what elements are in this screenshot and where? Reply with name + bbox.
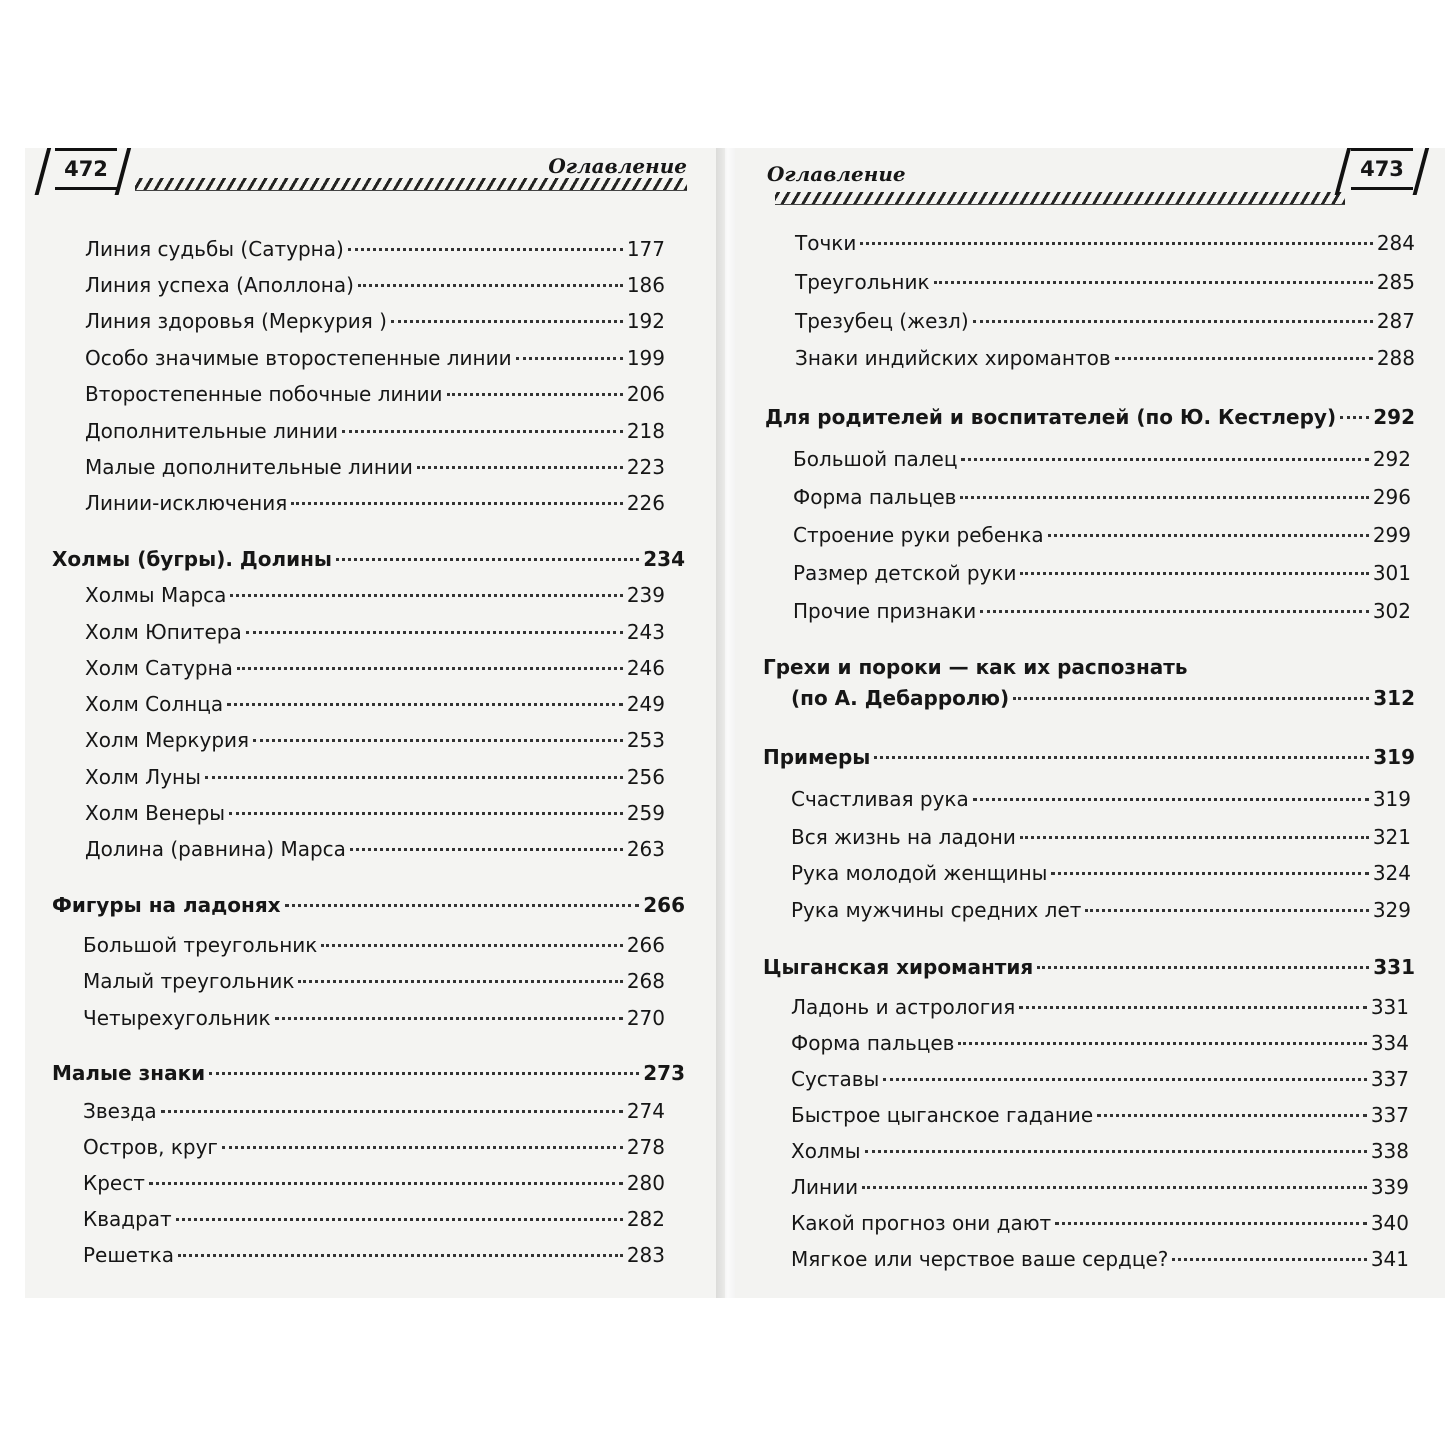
toc-entry-title: Какой прогноз они дают	[791, 1211, 1052, 1235]
toc-entry-page: 253	[626, 728, 665, 752]
dot-leader	[350, 848, 623, 851]
toc-entry-title: Дополнительные линии	[85, 419, 338, 443]
toc-entry	[52, 892, 685, 918]
toc-entry-page: 274	[626, 1099, 665, 1123]
toc-entry-title: Прочие признаки	[793, 599, 977, 623]
page-number: 472	[55, 148, 117, 190]
dot-leader	[960, 496, 1368, 499]
toc-entry-page: 226	[626, 491, 665, 515]
toc-entry-page: 302	[1372, 599, 1411, 623]
toc-entry-title: Остров, круг	[83, 1135, 218, 1159]
toc-entry-title: Строение руки ребенка	[793, 523, 1044, 547]
dot-leader	[1340, 416, 1369, 419]
toc-entry	[795, 230, 1415, 256]
dot-leader	[336, 558, 639, 561]
dot-leader	[291, 502, 623, 505]
toc-entry	[763, 744, 1415, 770]
dot-leader	[417, 466, 623, 469]
toc-entry-title: Рука мужчины средних лет	[791, 898, 1082, 922]
toc-entry-title: Большой палец	[793, 447, 958, 471]
toc-entry-title: Быстрое цыганское гадание	[791, 1103, 1094, 1127]
header-ornament	[775, 192, 1345, 205]
toc-entry	[83, 968, 665, 994]
toc-entry-title: Ладонь и астрология	[791, 995, 1016, 1019]
dot-leader	[246, 631, 623, 634]
toc-entry	[795, 269, 1415, 295]
toc-entry	[85, 800, 665, 826]
toc-entry	[52, 546, 685, 572]
dot-leader	[342, 430, 623, 433]
toc-entry	[85, 418, 665, 444]
dot-leader	[1048, 534, 1369, 537]
toc-entry-page: 282	[626, 1207, 665, 1231]
toc-entry-page: 337	[1370, 1067, 1409, 1091]
toc-entry-title: Холм Сатурна	[85, 656, 233, 680]
dot-leader	[973, 320, 1373, 323]
toc-entry-title: Для родителей и воспитателей (по Ю. Кестлеру)	[765, 405, 1337, 429]
toc-entry-page: 239	[626, 583, 665, 607]
toc-entry-title: Долина (равнина) Марса	[85, 837, 346, 861]
toc-entry-page: 234	[643, 547, 685, 571]
toc-entry-title: Малый треугольник	[83, 969, 295, 993]
toc-entry-title: Квадрат	[83, 1207, 172, 1231]
page-header	[25, 148, 725, 218]
toc-entry	[85, 655, 665, 681]
toc-entry	[793, 598, 1411, 624]
toc-entry-title: Форма пальцев	[791, 1031, 955, 1055]
toc-entry-title: Холм Меркурия	[85, 728, 250, 752]
dot-leader	[1037, 966, 1369, 969]
toc-entry-page: 192	[626, 309, 665, 333]
toc-entry-title: Примеры	[763, 745, 871, 769]
toc-entry-page: 266	[626, 933, 665, 957]
toc-entry	[791, 897, 1411, 923]
toc-entry	[791, 1174, 1409, 1200]
toc-entry-title: Линия судьбы (Сатурна)	[85, 237, 344, 261]
running-head: Оглавление	[767, 162, 906, 186]
toc-entry-page: 218	[626, 419, 665, 443]
dot-leader	[1013, 697, 1369, 700]
toc-entry-page: 287	[1376, 309, 1415, 333]
toc-entry-page: 301	[1372, 561, 1411, 585]
toc-entry-page: 263	[626, 837, 665, 861]
toc-entry	[791, 786, 1411, 812]
dot-leader	[391, 320, 623, 323]
toc-entry	[795, 345, 1415, 371]
toc-entry	[85, 619, 665, 645]
toc-entry	[85, 381, 665, 407]
toc-entry-title: Линии-исключения	[85, 491, 288, 515]
dot-leader	[222, 1146, 623, 1149]
dot-leader	[229, 812, 623, 815]
dot-leader	[161, 1110, 623, 1113]
toc-entry-page: 288	[1376, 346, 1415, 370]
dot-leader	[874, 756, 1369, 759]
toc-entry-page: 278	[626, 1135, 665, 1159]
toc-entry-title: (по А. Дебарролю)	[791, 686, 1010, 710]
dot-leader	[358, 284, 623, 287]
dot-leader	[860, 242, 1372, 245]
toc-entry-title: Вся жизнь на ладони	[791, 825, 1016, 849]
toc-entry-page: 186	[626, 273, 665, 297]
toc-entry-title: Второстепенные побочные линии	[85, 382, 443, 406]
dot-leader	[1115, 357, 1373, 360]
toc-entry	[83, 1242, 665, 1268]
toc-entry-page: 270	[626, 1006, 665, 1030]
toc-entry-title: Треугольник	[795, 270, 930, 294]
toc-entry-page: 268	[626, 969, 665, 993]
toc-entry	[791, 824, 1411, 850]
toc-entry-page: 324	[1372, 861, 1411, 885]
dot-leader	[1172, 1258, 1366, 1261]
toc-entry	[793, 484, 1411, 510]
toc-entry	[793, 446, 1411, 472]
toc-entry-title: Холм Луны	[85, 765, 201, 789]
toc-entry	[795, 308, 1415, 334]
dot-leader	[883, 1078, 1367, 1081]
toc-entry	[85, 764, 665, 790]
toc-entry	[85, 345, 665, 371]
toc-entry	[763, 954, 1415, 980]
toc-entry-page: 249	[626, 692, 665, 716]
toc-entry	[793, 560, 1411, 586]
toc-entry	[765, 404, 1415, 430]
dot-leader	[516, 357, 623, 360]
dot-leader	[298, 980, 622, 983]
toc-entry-page: 312	[1373, 686, 1415, 710]
toc-entry-title: Холм Венеры	[85, 801, 226, 825]
toc-entry	[791, 1246, 1409, 1272]
toc-entry-page: 284	[1376, 231, 1415, 255]
page-number: 473	[1351, 148, 1413, 190]
toc-entry-page: 292	[1372, 447, 1411, 471]
toc-entry	[85, 691, 665, 717]
toc-entry	[85, 582, 665, 608]
toc-entry-page: 339	[1370, 1175, 1409, 1199]
toc-entry-page: 319	[1373, 745, 1415, 769]
toc-entry	[85, 272, 665, 298]
dot-leader	[1051, 872, 1368, 875]
toc-entry-title: Крест	[83, 1171, 145, 1195]
toc-entry-title: Форма пальцев	[793, 485, 957, 509]
toc-entry-title: Холмы Марса	[85, 583, 227, 607]
toc-entry-page: 283	[626, 1243, 665, 1267]
running-head: Оглавление	[548, 154, 687, 178]
dot-leader	[862, 1186, 1367, 1189]
toc-entry	[83, 1206, 665, 1232]
dot-leader	[253, 739, 623, 742]
toc-entry	[83, 1005, 665, 1031]
toc-entry	[85, 454, 665, 480]
toc-entry	[791, 1138, 1409, 1164]
toc-entry-page: 292	[1373, 405, 1415, 429]
dot-leader	[1020, 572, 1368, 575]
toc-entry	[791, 860, 1411, 886]
dot-leader	[348, 248, 623, 251]
toc-entry-title: Счастливая рука	[791, 787, 969, 811]
toc-entry-page: 259	[626, 801, 665, 825]
dot-leader	[934, 281, 1373, 284]
toc-entry	[791, 685, 1415, 711]
toc-entry-title: Холм Юпитера	[85, 620, 242, 644]
toc-entry	[85, 490, 665, 516]
toc-entry	[791, 994, 1409, 1020]
dot-leader	[1019, 1006, 1366, 1009]
toc-entry-title: Линия здоровья (Меркурия )	[85, 309, 387, 333]
dot-leader	[1097, 1114, 1367, 1117]
toc-entry-page: 338	[1370, 1139, 1409, 1163]
toc-entry	[83, 932, 665, 958]
toc-entry	[791, 1030, 1409, 1056]
toc-entry-page: 334	[1370, 1031, 1409, 1055]
toc-entry-title: Холмы	[791, 1139, 861, 1163]
toc-entry	[793, 522, 1411, 548]
toc-entry-page: 199	[626, 346, 665, 370]
dot-leader	[1085, 909, 1368, 912]
dot-leader	[230, 594, 622, 597]
toc-entry-title: Грехи и пороки — как их распознать	[763, 655, 1188, 679]
dot-leader	[275, 1017, 623, 1020]
toc-entry-title: Точки	[795, 231, 857, 255]
dot-leader	[149, 1182, 623, 1185]
toc-entry-page: 319	[1372, 787, 1411, 811]
toc-entry-page: 177	[626, 237, 665, 261]
dot-leader	[321, 944, 622, 947]
toc-entry-page: 280	[626, 1171, 665, 1195]
toc-entry	[52, 1060, 685, 1086]
toc-entry-title: Фигуры на ладонях	[52, 893, 281, 917]
toc-entry-title: Рука молодой женщины	[791, 861, 1048, 885]
dot-leader	[865, 1150, 1367, 1153]
dot-leader	[205, 776, 623, 779]
toc-entry-page: 296	[1372, 485, 1411, 509]
toc-entry	[85, 308, 665, 334]
dot-leader	[447, 393, 623, 396]
toc-entry	[83, 1098, 665, 1124]
toc-entry-page: 285	[1376, 270, 1415, 294]
toc-entry-title: Решетка	[83, 1243, 174, 1267]
toc-entry-page: 329	[1372, 898, 1411, 922]
dot-leader	[973, 798, 1369, 801]
toc-entry-title: Холмы (бугры). Долины	[52, 547, 333, 571]
toc-entry	[85, 236, 665, 262]
header-ornament	[135, 178, 687, 191]
toc-entry-title: Малые знаки	[52, 1061, 206, 1085]
toc-entry-page: 331	[1370, 995, 1409, 1019]
toc-entry-page: 223	[626, 455, 665, 479]
dot-leader	[176, 1218, 623, 1221]
right-page	[735, 148, 1445, 1298]
toc-entry	[791, 1066, 1409, 1092]
toc-entry	[85, 727, 665, 753]
toc-entry-title: Линия успеха (Аполлона)	[85, 273, 354, 297]
toc-entry	[83, 1170, 665, 1196]
toc-entry-page: 256	[626, 765, 665, 789]
toc-entry-page: 331	[1373, 955, 1415, 979]
page-header	[735, 148, 1445, 218]
toc-entry	[85, 836, 665, 862]
dot-leader	[961, 458, 1368, 461]
toc-entry-title: Цыганская хиромантия	[763, 955, 1034, 979]
toc-entry-title: Линии	[791, 1175, 859, 1199]
left-page	[25, 148, 725, 1298]
toc-entry-title: Суставы	[791, 1067, 880, 1091]
toc-entry-page: 243	[626, 620, 665, 644]
toc-entry-title: Звезда	[83, 1099, 157, 1123]
toc-entry-title: Особо значимые второстепенные линии	[85, 346, 512, 370]
dot-leader	[209, 1072, 639, 1075]
toc-entry-page: 321	[1372, 825, 1411, 849]
dot-leader	[1055, 1222, 1367, 1225]
toc-entry-page: 341	[1370, 1247, 1409, 1271]
dot-leader	[178, 1254, 623, 1257]
toc-entry-page: 273	[643, 1061, 685, 1085]
toc-entry-page: 299	[1372, 523, 1411, 547]
toc-entry-page: 337	[1370, 1103, 1409, 1127]
toc-entry-title: Малые дополнительные линии	[85, 455, 413, 479]
toc-entry-title: Размер детской руки	[793, 561, 1017, 585]
toc-entry-page: 206	[626, 382, 665, 406]
toc-entry	[791, 1210, 1409, 1236]
toc-entry-page: 246	[626, 656, 665, 680]
toc-entry-title: Трезубец (жезл)	[795, 309, 969, 333]
dot-leader	[285, 904, 640, 907]
dot-leader	[958, 1042, 1366, 1045]
dot-leader	[237, 667, 623, 670]
toc-entry	[763, 654, 1415, 680]
toc-entry-title: Знаки индийских хиромантов	[795, 346, 1111, 370]
dot-leader	[980, 610, 1369, 613]
toc-entry-title: Холм Солнца	[85, 692, 224, 716]
toc-entry	[83, 1134, 665, 1160]
dot-leader	[227, 703, 623, 706]
toc-entry-page: 266	[643, 893, 685, 917]
toc-entry-title: Мягкое или черствое ваше сердце?	[791, 1247, 1169, 1271]
toc-entry	[791, 1102, 1409, 1128]
toc-entry-title: Большой треугольник	[83, 933, 318, 957]
dot-leader	[1020, 836, 1369, 839]
toc-entry-page: 340	[1370, 1211, 1409, 1235]
toc-entry-title: Четырехугольник	[83, 1006, 271, 1030]
